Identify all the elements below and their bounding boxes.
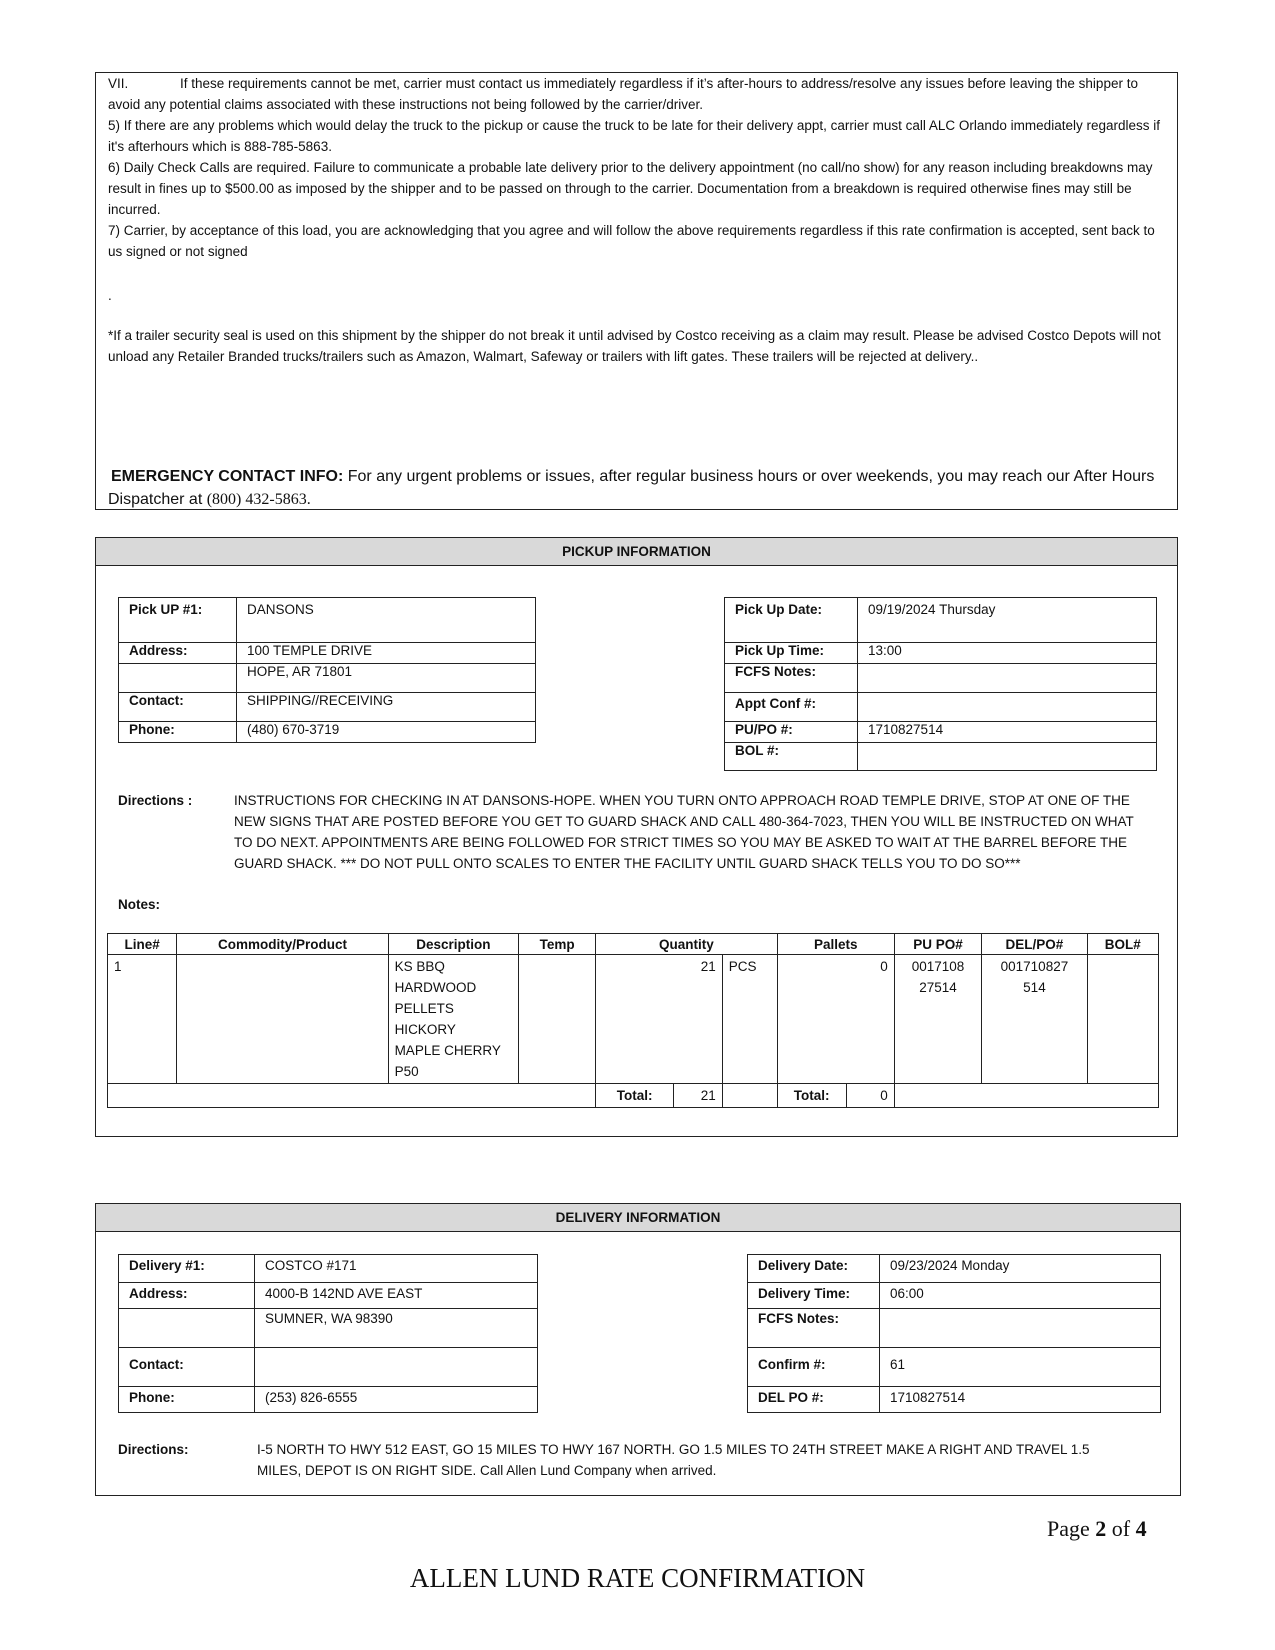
pickup-date-value: 09/19/2024 Thursday	[858, 598, 1157, 643]
delivery-confirm-label: Confirm #:	[748, 1348, 880, 1387]
pickup-notes-label: Notes:	[118, 897, 161, 912]
col-pu-po: PU PO#	[894, 934, 982, 955]
pickup-contact-value: SHIPPING//RECEIVING	[237, 693, 536, 722]
terms-item-5: 5) If there are any problems which would delay the truck to the pickup or cause the truck to be late for their delivery appt, carrier must call ALC Orlando immediately regardless if it's afterhours which is 888-785-5863.	[108, 118, 1160, 154]
pickup-time-value: 13:00	[858, 643, 1157, 664]
delivery-time-label: Delivery Time:	[748, 1283, 880, 1309]
delivery-address-label: Address:	[119, 1283, 255, 1309]
pallets-total-label: Total:	[777, 1084, 846, 1108]
qty-total-value: 21	[674, 1084, 723, 1108]
delivery-directions-text: I-5 NORTH TO HWY 512 EAST, GO 15 MILES TO HWY 167 NORTH. GO 1.5 MILES TO 24TH STREET MAKE A RIGHT AND TRAVEL 1.5 MILES, DEPOT IS ON RIGHT SIDE. Call Allen Lund Company when arrived.	[257, 1442, 1090, 1478]
table-row	[108, 955, 1159, 1084]
delivery-directions-label: Directions:	[118, 1442, 189, 1457]
pickup-label: Pick UP #1:	[119, 598, 237, 643]
col-bol: BOL#	[1087, 934, 1158, 955]
pickup-left-table	[118, 597, 536, 743]
row-del-po: 001710827 514	[982, 955, 1087, 1084]
terms-item-7: 7) Carrier, by acceptance of this load, you are acknowledging that you agree and will follow the above requirements regardless if this rate confirmation is accepted, sent back to us signed or not signed	[108, 223, 1155, 259]
pickup-fcfs-value	[858, 664, 1157, 693]
pickup-fcfs-label: FCFS Notes:	[725, 664, 858, 693]
emergency-text: For any urgent problems or issues, after regular business hours or over weekends, you may reach our After Hours Dispatcher at	[108, 468, 1155, 508]
pickup-right-table	[724, 597, 1157, 771]
row-commodity	[177, 955, 388, 1084]
pickup-contact-label: Contact:	[119, 693, 237, 722]
col-description: Description	[388, 934, 519, 955]
delivery-time-value: 06:00	[880, 1283, 1161, 1309]
pickup-items-table	[107, 933, 1159, 1108]
emergency-label: EMERGENCY CONTACT INFO:	[111, 468, 344, 485]
row-line: 1	[108, 955, 177, 1084]
delivery-header: DELIVERY INFORMATION	[96, 1204, 1180, 1232]
terms-box	[95, 72, 1178, 510]
delivery-date-value: 09/23/2024 Monday	[880, 1255, 1161, 1283]
terms-dot: .	[108, 288, 112, 303]
pickup-directions-text: INSTRUCTIONS FOR CHECKING IN AT DANSONS-HOPE. WHEN YOU TURN ONTO APPROACH ROAD TEMPLE DRIVE, STOP AT ONE OF THE NEW SIGNS THAT ARE POSTED BEFORE YOU GET TO GUARD SHACK AND CALL 480-364-7023, THEN YOU WILL BE INSTRUCTED ON WHAT TO DO NEXT. APPOINTMENTS ARE BEING FOLLOWED FOR STRICT TIMES SO YOU MAY BE ASKED TO WAIT AT THE BARREL BEFORE THE GUARD SHACK. *** DO NOT PULL ONTO SCALES TO ENTER THE FACILITY UNTIL GUARD SHACK TELLS YOU TO DO SO***	[234, 793, 1134, 871]
pickup-appt-value	[858, 693, 1157, 722]
pickup-po-label: PU/PO #:	[725, 722, 858, 743]
delivery-contact-label: Contact:	[119, 1348, 255, 1387]
delivery-date-label: Delivery Date:	[748, 1255, 880, 1283]
delivery-value: COSTCO #171	[255, 1255, 538, 1283]
delivery-section	[95, 1203, 1181, 1496]
delivery-contact-value	[255, 1348, 538, 1387]
pickup-appt-label: Appt Conf #:	[725, 693, 858, 722]
pickup-time-label: Pick Up Time:	[725, 643, 858, 664]
qty-total-label: Total:	[596, 1084, 674, 1108]
row-pallets: 0	[777, 955, 894, 1084]
pickup-date-label: Pick Up Date:	[725, 598, 858, 643]
col-quantity: Quantity	[596, 934, 778, 955]
emergency-contact	[108, 465, 1168, 511]
document-title: ALLEN LUND RATE CONFIRMATION	[409, 1563, 866, 1593]
delivery-address-line2: SUMNER, WA 98390	[255, 1309, 538, 1348]
pickup-value: DANSONS	[237, 598, 536, 643]
pickup-section	[95, 537, 1178, 1137]
pickup-po-value: 1710827514	[858, 722, 1157, 743]
delivery-label: Delivery #1:	[119, 1255, 255, 1283]
pickup-bol-label: BOL #:	[725, 743, 858, 771]
delivery-confirm-value: 61	[880, 1348, 1161, 1387]
seal-note: *If a trailer security seal is used on this shipment by the shipper do not break it until advised by Costco receiving as a claim may result. Please be advised Costco Depots will not unload any Retailer Branded trucks/trailers such as Amazon, Walmart, Safeway or trailers with lift gates. These trailers will be rejected at delivery..	[108, 328, 1161, 364]
col-del-po: DEL/PO#	[982, 934, 1087, 955]
pickup-bol-value	[858, 743, 1157, 771]
totals-row	[108, 1084, 1159, 1108]
delivery-address-line1: 4000-B 142ND AVE EAST	[255, 1283, 538, 1309]
delivery-fcfs-label: FCFS Notes:	[748, 1309, 880, 1348]
terms-item-6: 6) Daily Check Calls are required. Failure to communicate a probable late delivery prior to the delivery appointment (no call/no show) for any reason including breakdowns may result in fines up to $500.00 as imposed by the shipper and to be passed on through to the carrier. Documentation from a breakdown is required otherwise fines may still be incurred.	[108, 160, 1153, 217]
delivery-left-table	[118, 1254, 538, 1413]
pickup-address-line1: 100 TEMPLE DRIVE	[237, 643, 536, 664]
row-unit: PCS	[722, 955, 777, 1084]
row-description: KS BBQ HARDWOOD PELLETS HICKORY MAPLE CHERRY P50	[388, 955, 519, 1084]
delivery-phone-value: (253) 826-6555	[255, 1387, 538, 1413]
row-temp	[519, 955, 596, 1084]
pickup-phone-value: (480) 670-3719	[237, 722, 536, 743]
pickup-header: PICKUP INFORMATION	[96, 538, 1177, 566]
terms-vii: VII. If these requirements cannot be met, carrier must contact us immediately regardless if it’s after-hours to address/resolve any issues before leaving the shipper to avoid any potential claims associated with these instructions not being followed by the carrier/driver.	[108, 76, 1138, 112]
emergency-phone: (800) 432-5863.	[206, 491, 311, 508]
row-pu-po: 0017108 27514	[894, 955, 982, 1084]
col-commodity: Commodity/Product	[177, 934, 388, 955]
delivery-po-value: 1710827514	[880, 1387, 1161, 1413]
col-line: Line#	[108, 934, 177, 955]
row-qty: 21	[596, 955, 723, 1084]
delivery-phone-label: Phone:	[119, 1387, 255, 1413]
col-temp: Temp	[519, 934, 596, 955]
pickup-directions-label: Directions :	[118, 793, 193, 808]
page-number: Page 2 of 4	[1047, 1516, 1147, 1541]
delivery-po-label: DEL PO #:	[748, 1387, 880, 1413]
col-pallets: Pallets	[777, 934, 894, 955]
items-header-row	[108, 934, 1159, 955]
pallets-total-value: 0	[846, 1084, 894, 1108]
pickup-phone-label: Phone:	[119, 722, 237, 743]
pickup-address-line2: HOPE, AR 71801	[237, 664, 536, 693]
row-bol	[1087, 955, 1158, 1084]
pickup-address-label: Address:	[119, 643, 237, 664]
delivery-right-table	[747, 1254, 1161, 1413]
delivery-fcfs-value	[880, 1309, 1161, 1348]
